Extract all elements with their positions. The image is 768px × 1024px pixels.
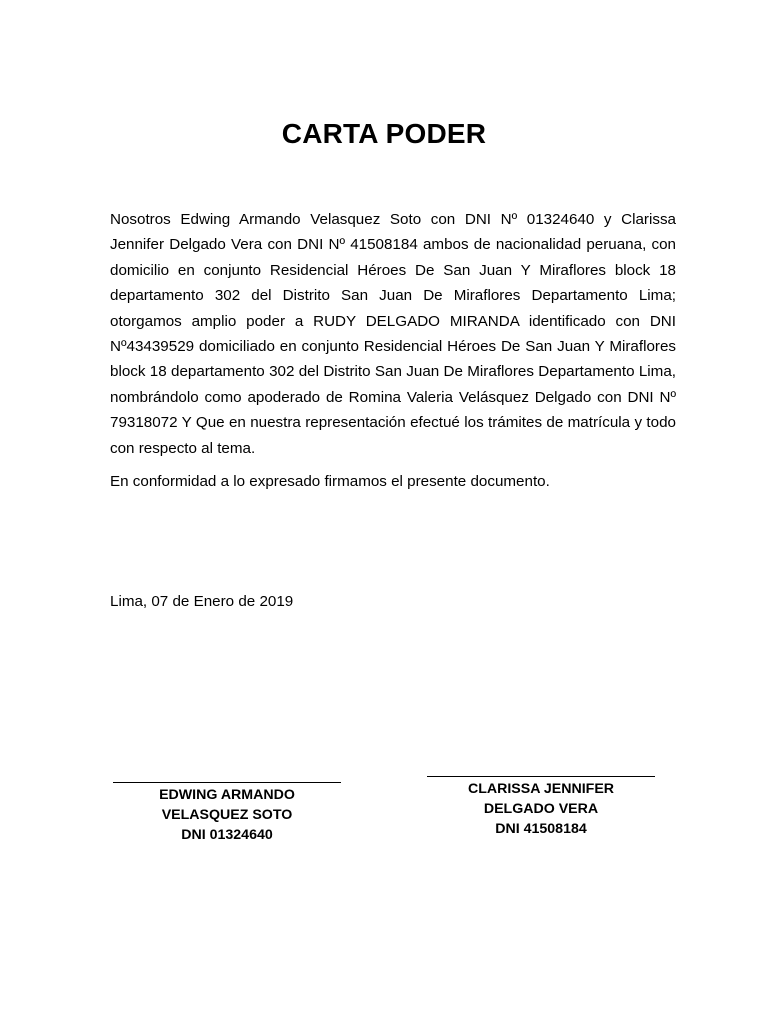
signer-name-line2: VELASQUEZ SOTO [161, 807, 293, 823]
signer-dni: DNI 01324640 [181, 827, 273, 843]
signature-block-left [113, 782, 341, 845]
signature-block-right [427, 776, 655, 839]
body-paragraph-closing: En conformidad a lo expresado firmamos el presente documento. [110, 473, 550, 490]
date-line: Lima, 07 de Enero de 2019 [110, 593, 294, 610]
signer-name-line1: CLARISSA JENNIFER [467, 781, 615, 797]
document-title: CARTA PODER [281, 118, 487, 149]
signature-line [427, 776, 655, 777]
signer-name-line1: EDWING ARMANDO [159, 787, 295, 803]
body-paragraph-main: Nosotros Edwing Armando Velasquez Soto con DNI Nº 01324640 y Clarissa Jennifer Delgado Vera con DNI Nº 41508184 ambos de nacionalidad peruana, con domicilio en conjunto Residencial Héroes De San Juan Y Miraflores block 18 departamento 302 del Distrito San Juan De Miraflores Departamento Lima; otorgamos amplio poder a RUDY DELGADO MIRANDA identificado con DNI Nº43439529 domiciliado en conjunto Residencial Héroes De San Juan Y Miraflores block 18 departamento 302 del Distrito San Juan De Miraflores Departamento Lima, nombrándolo como apoderado de Romina Valeria Velásquez Delgado con DNI Nº 79318072 Y Que en nuestra representación efectué los trámites de matrícula y todo con respecto al tema. [110, 211, 676, 457]
signer-name-line2: DELGADO VERA [483, 801, 599, 817]
signer-dni: DNI 41508184 [495, 821, 587, 837]
signature-line [113, 782, 341, 783]
